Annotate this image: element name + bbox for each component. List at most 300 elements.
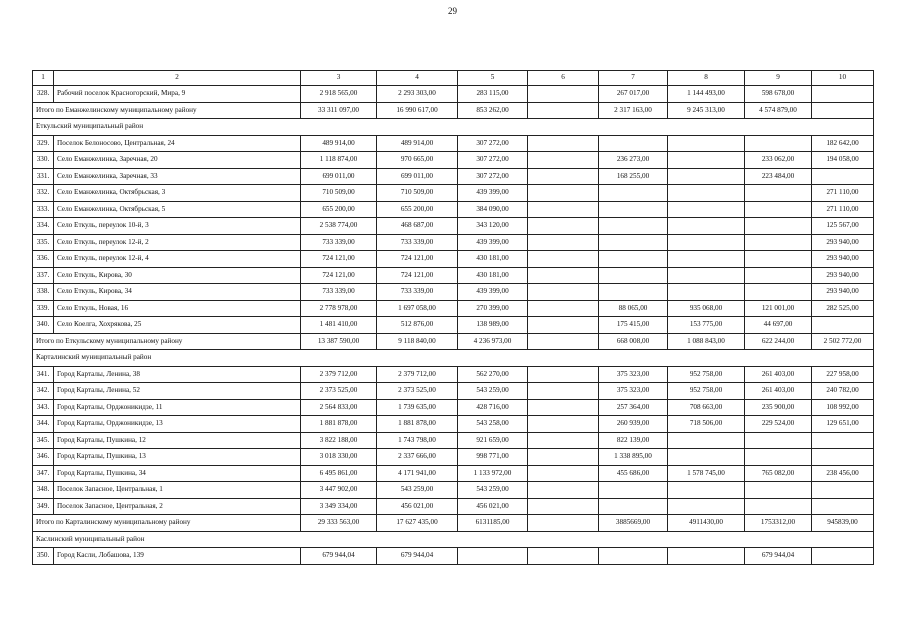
value-cell: 6131185,00 <box>458 515 528 532</box>
value-cell: 598 678,00 <box>745 86 812 103</box>
value-cell <box>668 218 745 235</box>
value-cell: 3 447 902,00 <box>301 482 377 499</box>
value-cell: 293 940,00 <box>812 251 874 268</box>
row-number: 335. <box>33 234 54 251</box>
value-cell: 121 001,00 <box>745 300 812 317</box>
value-cell <box>528 185 599 202</box>
value-cell: 952 758,00 <box>668 383 745 400</box>
value-cell <box>745 201 812 218</box>
value-cell: 44 697,00 <box>745 317 812 334</box>
section-title: Еткульский муниципальный район <box>33 119 874 136</box>
value-cell: 282 525,00 <box>812 300 874 317</box>
value-cell <box>528 399 599 416</box>
value-cell <box>812 482 874 499</box>
value-cell: 489 914,00 <box>301 135 377 152</box>
value-cell <box>812 432 874 449</box>
value-cell <box>528 449 599 466</box>
value-cell <box>745 284 812 301</box>
row-number: 343. <box>33 399 54 416</box>
value-cell: 283 115,00 <box>458 86 528 103</box>
address-cell: Село Еткуль, переулок 12-й, 2 <box>54 234 301 251</box>
value-cell: 679 944,04 <box>301 548 377 565</box>
value-cell: 238 456,00 <box>812 465 874 482</box>
value-cell <box>528 234 599 251</box>
address-cell: Село Еткуль, переулок 10-й, 3 <box>54 218 301 235</box>
value-cell <box>812 317 874 334</box>
value-cell <box>812 498 874 515</box>
value-cell <box>599 267 668 284</box>
address-cell: Село Еткуль, Новая, 16 <box>54 300 301 317</box>
value-cell: 1 739 635,00 <box>377 399 458 416</box>
value-cell: 765 082,00 <box>745 465 812 482</box>
value-cell <box>812 86 874 103</box>
value-cell: 108 992,00 <box>812 399 874 416</box>
value-cell: 456 021,00 <box>458 498 528 515</box>
value-cell: 33 311 097,00 <box>301 102 377 119</box>
value-cell <box>528 201 599 218</box>
value-cell <box>668 168 745 185</box>
value-cell: 384 090,00 <box>458 201 528 218</box>
header-cell: 2 <box>54 71 301 86</box>
address-cell: Село Еманжелинка, Заречная, 20 <box>54 152 301 169</box>
value-cell: 307 272,00 <box>458 168 528 185</box>
row-number: 339. <box>33 300 54 317</box>
table-row <box>33 234 874 251</box>
address-cell: Село Еманжелинка, Октябрьская, 5 <box>54 201 301 218</box>
address-cell: Село Еткуль, Кирова, 34 <box>54 284 301 301</box>
value-cell: 17 627 435,00 <box>377 515 458 532</box>
value-cell <box>599 234 668 251</box>
value-cell <box>599 218 668 235</box>
row-number: 338. <box>33 284 54 301</box>
table-row <box>33 152 874 169</box>
value-cell: 1 743 798,00 <box>377 432 458 449</box>
address-cell: Рабочий поселок Красногорский, Мира, 9 <box>54 86 301 103</box>
section-row <box>33 119 874 136</box>
value-cell: 257 364,00 <box>599 399 668 416</box>
row-number: 328. <box>33 86 54 103</box>
value-cell: 6 495 861,00 <box>301 465 377 482</box>
value-cell <box>745 185 812 202</box>
value-cell: 622 244,00 <box>745 333 812 350</box>
table-row <box>33 548 874 565</box>
address-cell: Город Карталы, Орджоникидзе, 11 <box>54 399 301 416</box>
value-cell <box>528 366 599 383</box>
row-number: 349. <box>33 498 54 515</box>
value-cell <box>599 548 668 565</box>
table-row <box>33 383 874 400</box>
value-cell <box>528 548 599 565</box>
header-cell: 5 <box>458 71 528 86</box>
header-cell: 7 <box>599 71 668 86</box>
value-cell: 1 881 878,00 <box>377 416 458 433</box>
value-cell: 2 379 712,00 <box>301 366 377 383</box>
value-cell: 223 484,00 <box>745 168 812 185</box>
value-cell <box>599 284 668 301</box>
value-cell <box>599 498 668 515</box>
total-label: Итого по Карталинскому муниципальному району <box>33 515 301 532</box>
value-cell: 3 349 334,00 <box>301 498 377 515</box>
header-cell: 9 <box>745 71 812 86</box>
header-cell: 10 <box>812 71 874 86</box>
value-cell <box>745 482 812 499</box>
value-cell: 430 181,00 <box>458 251 528 268</box>
value-cell <box>528 86 599 103</box>
value-cell: 1 133 972,00 <box>458 465 528 482</box>
row-number: 337. <box>33 267 54 284</box>
value-cell <box>528 135 599 152</box>
value-cell: 655 200,00 <box>301 201 377 218</box>
value-cell: 1 881 878,00 <box>301 416 377 433</box>
value-cell: 921 659,00 <box>458 432 528 449</box>
value-cell: 194 058,00 <box>812 152 874 169</box>
page-number: 29 <box>448 6 457 16</box>
value-cell <box>599 135 668 152</box>
value-cell <box>668 284 745 301</box>
value-cell: 270 399,00 <box>458 300 528 317</box>
header-cell: 6 <box>528 71 599 86</box>
value-cell <box>599 251 668 268</box>
value-cell <box>668 432 745 449</box>
header-cell: 8 <box>668 71 745 86</box>
table-row <box>33 135 874 152</box>
value-cell: 489 914,00 <box>377 135 458 152</box>
value-cell: 9 245 313,00 <box>668 102 745 119</box>
table-row <box>33 449 874 466</box>
row-number: 332. <box>33 185 54 202</box>
value-cell: 260 939,00 <box>599 416 668 433</box>
address-cell: Село Коелга, Хохрякова, 25 <box>54 317 301 334</box>
value-cell: 733 339,00 <box>301 234 377 251</box>
value-cell: 733 339,00 <box>301 284 377 301</box>
value-cell: 2 502 772,00 <box>812 333 874 350</box>
value-cell <box>528 317 599 334</box>
value-cell: 562 270,00 <box>458 366 528 383</box>
value-cell <box>528 432 599 449</box>
value-cell: 935 068,00 <box>668 300 745 317</box>
row-number: 329. <box>33 135 54 152</box>
table-row <box>33 432 874 449</box>
value-cell: 235 900,00 <box>745 399 812 416</box>
value-cell: 1 481 410,00 <box>301 317 377 334</box>
header-row <box>33 71 874 86</box>
value-cell: 129 651,00 <box>812 416 874 433</box>
value-cell <box>528 168 599 185</box>
total-row <box>33 515 874 532</box>
value-cell <box>528 300 599 317</box>
value-cell: 307 272,00 <box>458 135 528 152</box>
table-row <box>33 201 874 218</box>
address-cell: Город Карталы, Орджоникидзе, 13 <box>54 416 301 433</box>
value-cell: 2 373 525,00 <box>377 383 458 400</box>
value-cell: 4 171 941,00 <box>377 465 458 482</box>
value-cell <box>528 383 599 400</box>
value-cell: 724 121,00 <box>377 267 458 284</box>
address-cell: Город Карталы, Пушкина, 12 <box>54 432 301 449</box>
value-cell: 2 918 565,00 <box>301 86 377 103</box>
value-cell: 88 065,00 <box>599 300 668 317</box>
value-cell: 679 944,04 <box>745 548 812 565</box>
value-cell <box>528 515 599 532</box>
value-cell <box>668 498 745 515</box>
value-cell: 1 338 895,00 <box>599 449 668 466</box>
value-cell: 724 121,00 <box>377 251 458 268</box>
value-cell: 543 259,00 <box>458 482 528 499</box>
value-cell: 3 018 330,00 <box>301 449 377 466</box>
section-row <box>33 531 874 548</box>
value-cell: 29 333 563,00 <box>301 515 377 532</box>
value-cell: 261 403,00 <box>745 366 812 383</box>
value-cell: 679 944,04 <box>377 548 458 565</box>
value-cell: 16 990 617,00 <box>377 102 458 119</box>
value-cell: 293 940,00 <box>812 234 874 251</box>
value-cell: 543 259,00 <box>458 383 528 400</box>
value-cell: 699 011,00 <box>301 168 377 185</box>
value-cell <box>668 251 745 268</box>
table-row <box>33 498 874 515</box>
value-cell <box>528 416 599 433</box>
value-cell: 168 255,00 <box>599 168 668 185</box>
value-cell: 543 258,00 <box>458 416 528 433</box>
value-cell: 1753312,00 <box>745 515 812 532</box>
value-cell <box>745 135 812 152</box>
value-cell: 998 771,00 <box>458 449 528 466</box>
value-cell: 708 663,00 <box>668 399 745 416</box>
value-cell: 261 403,00 <box>745 383 812 400</box>
row-number: 330. <box>33 152 54 169</box>
value-cell: 512 876,00 <box>377 317 458 334</box>
value-cell: 853 262,00 <box>458 102 528 119</box>
row-number: 334. <box>33 218 54 235</box>
header-cell: 3 <box>301 71 377 86</box>
value-cell: 952 758,00 <box>668 366 745 383</box>
table-row <box>33 482 874 499</box>
table-row <box>33 366 874 383</box>
value-cell: 710 509,00 <box>301 185 377 202</box>
value-cell: 125 567,00 <box>812 218 874 235</box>
total-label: Итого по Еманжелинскому муниципальному району <box>33 102 301 119</box>
value-cell <box>528 333 599 350</box>
value-cell: 468 687,00 <box>377 218 458 235</box>
table-row <box>33 284 874 301</box>
row-number: 342. <box>33 383 54 400</box>
value-cell <box>812 449 874 466</box>
table-row <box>33 168 874 185</box>
row-number: 348. <box>33 482 54 499</box>
value-cell: 9 118 840,00 <box>377 333 458 350</box>
row-number: 340. <box>33 317 54 334</box>
row-number: 341. <box>33 366 54 383</box>
value-cell <box>668 234 745 251</box>
value-cell <box>668 548 745 565</box>
table-row <box>33 86 874 103</box>
value-cell: 375 323,00 <box>599 383 668 400</box>
address-cell: Город Карталы, Ленина, 38 <box>54 366 301 383</box>
value-cell: 307 272,00 <box>458 152 528 169</box>
address-cell: Село Еткуль, Кирова, 30 <box>54 267 301 284</box>
value-cell: 668 008,00 <box>599 333 668 350</box>
value-cell <box>528 498 599 515</box>
value-cell: 4 574 879,00 <box>745 102 812 119</box>
section-title: Каслинский муниципальный район <box>33 531 874 548</box>
value-cell: 267 017,00 <box>599 86 668 103</box>
value-cell: 455 686,00 <box>599 465 668 482</box>
value-cell: 2 293 303,00 <box>377 86 458 103</box>
value-cell <box>745 251 812 268</box>
row-number: 333. <box>33 201 54 218</box>
value-cell: 724 121,00 <box>301 251 377 268</box>
row-number: 344. <box>33 416 54 433</box>
row-number: 336. <box>33 251 54 268</box>
value-cell: 4 236 973,00 <box>458 333 528 350</box>
value-cell: 655 200,00 <box>377 201 458 218</box>
value-cell: 2 373 525,00 <box>301 383 377 400</box>
value-cell <box>528 152 599 169</box>
value-cell: 343 120,00 <box>458 218 528 235</box>
value-cell: 543 259,00 <box>377 482 458 499</box>
value-cell: 945839,00 <box>812 515 874 532</box>
value-cell: 1 088 843,00 <box>668 333 745 350</box>
value-cell <box>745 432 812 449</box>
value-cell: 2 564 833,00 <box>301 399 377 416</box>
address-cell: Город Карталы, Пушкина, 34 <box>54 465 301 482</box>
value-cell: 970 665,00 <box>377 152 458 169</box>
value-cell: 733 339,00 <box>377 284 458 301</box>
value-cell: 2 337 666,00 <box>377 449 458 466</box>
value-cell: 3 822 188,00 <box>301 432 377 449</box>
value-cell: 1 578 745,00 <box>668 465 745 482</box>
table-row <box>33 300 874 317</box>
value-cell <box>745 498 812 515</box>
value-cell: 3885669,00 <box>599 515 668 532</box>
row-number: 331. <box>33 168 54 185</box>
value-cell: 13 387 590,00 <box>301 333 377 350</box>
value-cell <box>599 201 668 218</box>
registry-table <box>32 70 874 565</box>
value-cell <box>668 449 745 466</box>
value-cell: 428 716,00 <box>458 399 528 416</box>
address-cell: Село Еманжелинка, Октябрьская, 3 <box>54 185 301 202</box>
table-row <box>33 465 874 482</box>
value-cell <box>528 267 599 284</box>
section-row <box>33 350 874 367</box>
value-cell <box>668 152 745 169</box>
table-row <box>33 267 874 284</box>
value-cell: 724 121,00 <box>301 267 377 284</box>
value-cell: 822 139,00 <box>599 432 668 449</box>
total-row <box>33 102 874 119</box>
value-cell <box>745 218 812 235</box>
value-cell: 175 415,00 <box>599 317 668 334</box>
value-cell: 1 118 874,00 <box>301 152 377 169</box>
value-cell: 4911430,00 <box>668 515 745 532</box>
value-cell <box>812 102 874 119</box>
value-cell <box>599 185 668 202</box>
value-cell: 229 524,00 <box>745 416 812 433</box>
value-cell: 2 538 774,00 <box>301 218 377 235</box>
section-title: Карталинский муниципальный район <box>33 350 874 367</box>
value-cell: 375 323,00 <box>599 366 668 383</box>
table-row <box>33 185 874 202</box>
value-cell: 138 989,00 <box>458 317 528 334</box>
value-cell <box>668 201 745 218</box>
value-cell <box>668 482 745 499</box>
value-cell <box>812 548 874 565</box>
header-cell: 1 <box>33 71 54 86</box>
value-cell <box>745 449 812 466</box>
value-cell <box>528 102 599 119</box>
value-cell <box>668 185 745 202</box>
header-cell: 4 <box>377 71 458 86</box>
value-cell: 1 144 493,00 <box>668 86 745 103</box>
value-cell <box>528 251 599 268</box>
row-number: 345. <box>33 432 54 449</box>
value-cell: 2 317 163,00 <box>599 102 668 119</box>
value-cell: 153 775,00 <box>668 317 745 334</box>
value-cell: 439 399,00 <box>458 185 528 202</box>
value-cell: 699 011,00 <box>377 168 458 185</box>
table-row <box>33 399 874 416</box>
value-cell <box>812 168 874 185</box>
row-number: 347. <box>33 465 54 482</box>
address-cell: Село Еткуль, переулок 12-й, 4 <box>54 251 301 268</box>
value-cell <box>528 465 599 482</box>
row-number: 346. <box>33 449 54 466</box>
value-cell <box>599 482 668 499</box>
value-cell: 439 399,00 <box>458 234 528 251</box>
value-cell <box>668 135 745 152</box>
value-cell: 293 940,00 <box>812 267 874 284</box>
value-cell: 271 110,00 <box>812 201 874 218</box>
value-cell: 236 273,00 <box>599 152 668 169</box>
value-cell: 718 506,00 <box>668 416 745 433</box>
value-cell <box>528 284 599 301</box>
value-cell: 439 399,00 <box>458 284 528 301</box>
value-cell: 2 379 712,00 <box>377 366 458 383</box>
value-cell <box>528 482 599 499</box>
value-cell <box>528 218 599 235</box>
row-number: 350. <box>33 548 54 565</box>
address-cell: Город Касли, Лобашова, 139 <box>54 548 301 565</box>
address-cell: Поселок Запасное, Центральная, 1 <box>54 482 301 499</box>
address-cell: Поселок Белоносово, Центральная, 24 <box>54 135 301 152</box>
value-cell <box>745 267 812 284</box>
value-cell: 240 782,00 <box>812 383 874 400</box>
value-cell: 233 062,00 <box>745 152 812 169</box>
address-cell: Город Карталы, Пушкина, 13 <box>54 449 301 466</box>
value-cell: 2 778 978,00 <box>301 300 377 317</box>
table-row <box>33 251 874 268</box>
table-row <box>33 317 874 334</box>
address-cell: Село Еманжелинка, Заречная, 33 <box>54 168 301 185</box>
value-cell: 733 339,00 <box>377 234 458 251</box>
value-cell: 227 958,00 <box>812 366 874 383</box>
table-row <box>33 218 874 235</box>
table-row <box>33 416 874 433</box>
value-cell: 430 181,00 <box>458 267 528 284</box>
value-cell: 271 110,00 <box>812 185 874 202</box>
value-cell: 1 697 058,00 <box>377 300 458 317</box>
value-cell: 710 509,00 <box>377 185 458 202</box>
address-cell: Город Карталы, Ленина, 52 <box>54 383 301 400</box>
address-cell: Поселок Запасное, Центральная, 2 <box>54 498 301 515</box>
value-cell: 182 642,00 <box>812 135 874 152</box>
table-body <box>33 71 874 565</box>
value-cell <box>745 234 812 251</box>
value-cell: 456 021,00 <box>377 498 458 515</box>
value-cell <box>458 548 528 565</box>
value-cell <box>668 267 745 284</box>
